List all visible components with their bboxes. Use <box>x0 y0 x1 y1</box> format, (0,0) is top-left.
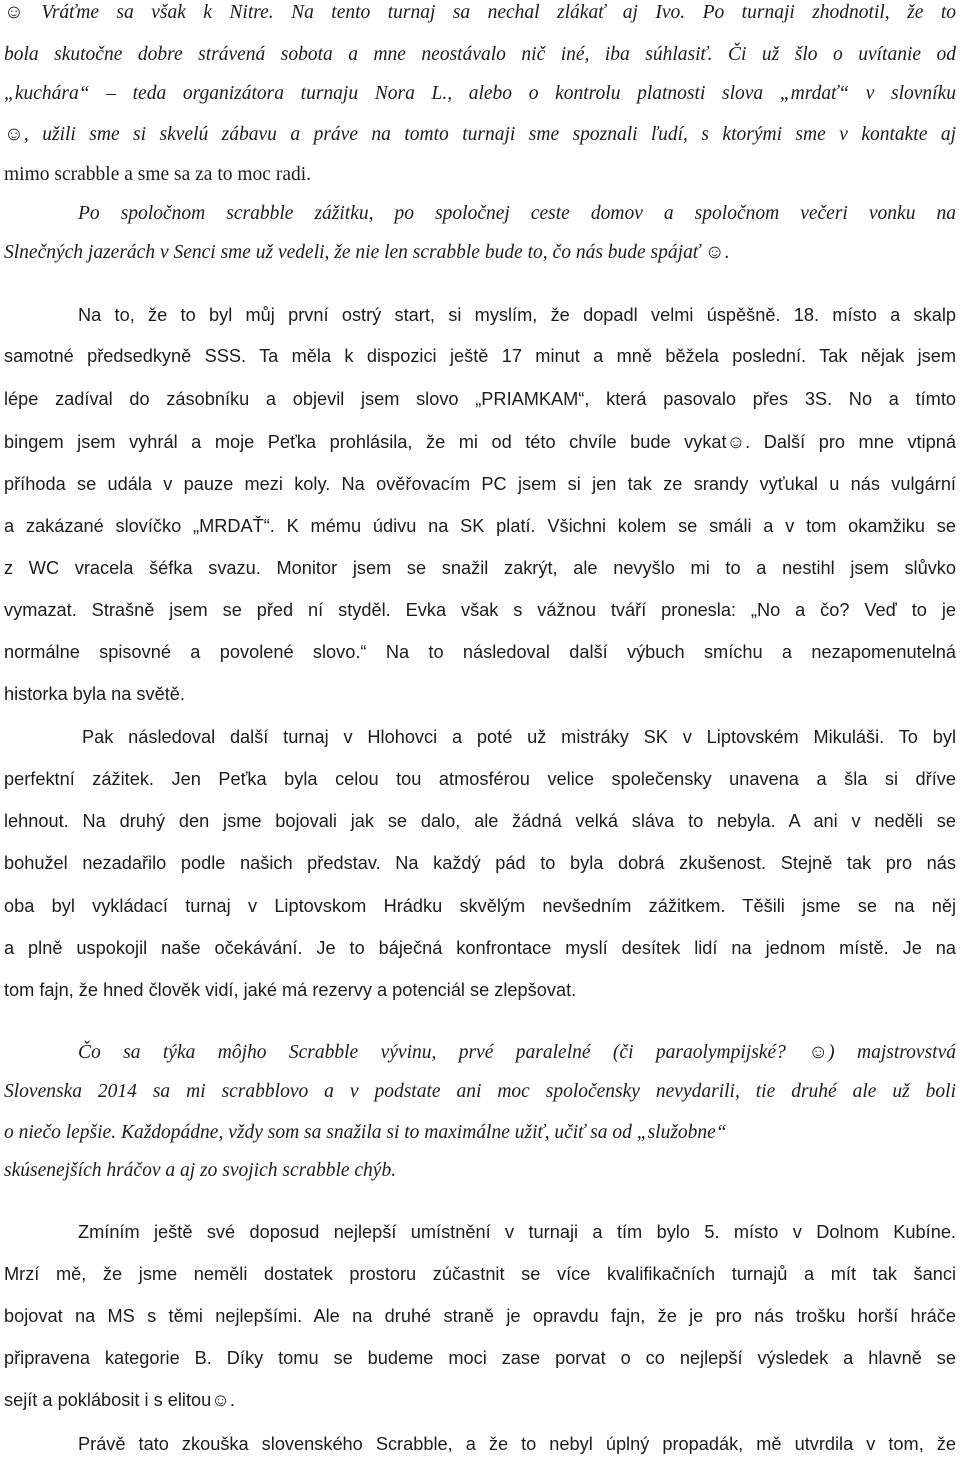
text-line: a plně uspokojil naše očekávání. Je to báječná konfrontace myslí desítek lidí na jednom místě. Je na <box>4 938 956 958</box>
text-line: oba byl vykládací turnaj v Liptovskom Hrádku skvělým nevšedním zážitkem. Těšili jsme se na něj <box>4 896 956 916</box>
text-line: Mrzí mě, že jsme neměli dostatek prostoru zúčastnit se více kvalifikačních turnajů a mít tak šanci <box>4 1264 956 1284</box>
text-line: lehnout. Na druhý den jsme bojovali jak se dalo, ale žádná velká sláva to nebyla. A ani v neděli se <box>4 811 956 831</box>
text-line: lépe zadíval do zásobníku a objevil jsem slovo „PRIAMKAM“, která pasovalo přes 3S. No a tímto <box>4 389 956 409</box>
text-line: Pak následoval další turnaj v Hlohovci a poté už mistráky SK v Liptovském Mikuláši. To byl <box>82 727 956 747</box>
text-line: „kuchára“ – teda organizátora turnaju Nora L., alebo o kontrolu platnosti slova „mrdať“ v slovníku <box>4 83 956 104</box>
text-line: Slnečných jazerách v Senci sme už vedeli, že nie len scrabble bude to, čo nás bude spájať ☺. <box>4 242 730 263</box>
text-line: historka byla na světě. <box>4 684 185 704</box>
text-line: perfektní zážitek. Jen Peťka byla celou tou atmosférou velice společensky unavena a šla si dříve <box>4 769 956 789</box>
text-line: a zakázané slovíčko „MRDAŤ“. K mému údivu na SK platí. Všichni kolem se smáli a v tom okamžiku se <box>4 516 956 536</box>
text-line: Právě tato zkouška slovenského Scrabble, a že to nebyl úplný propadák, mě utvrdila v tom, že <box>78 1434 956 1454</box>
text-line: Slovenska 2014 sa mi scrabblovo a v podstate ani moc spoločensky nevydarili, tie druhé ale už boli <box>4 1081 956 1102</box>
text-line: skúsenejších hráčov a aj zo svojich scrabble chýb. <box>4 1160 397 1181</box>
text-line: Čo sa týka môjho Scrabble vývinu, prvé paralelné (či paraolympijské? ☺) majstrovstvá <box>78 1042 956 1063</box>
text-line: mimo scrabble a sme sa za to moc radi. <box>4 164 312 185</box>
text-line: ☺, užili sme si skvelú zábavu a práve na tomto turnaji sme spoznali ľudí, s ktorými sme v kontakte aj <box>4 124 956 145</box>
text-line: vymazat. Strašně jsem se před ní styděl. Evka však s vážnou tváří pronesla: „No a čo? Veď to je <box>4 600 956 620</box>
text-line: tom fajn, že hned člověk vidí, jaké má rezervy a potenciál se zlepšovat. <box>4 980 577 1000</box>
text-line: Na to, že to byl můj první ostrý start, si myslím, že dopadl velmi úspěšně. 18. místo a skalp <box>78 305 956 325</box>
text-line: sejít a poklábosit i s elitou☺. <box>4 1390 235 1410</box>
text-line: bohužel nezadařilo podle našich představ. Na každý pád to byla dobrá zkušenost. Stejně tak pro nás <box>4 853 956 873</box>
text-line: připravena kategorie B. Díky tomu se budeme moci zase porvat o co nejlepší výsledek a hlavně se <box>4 1348 956 1368</box>
text-line: normálne spisovné a povolené slovo.“ Na to následoval další výbuch smíchu a nezapomenutelná <box>4 642 956 662</box>
text-line: bingem jsem vyhrál a moje Peťka prohlásila, že mi od této chvíle bude vykat☺. Další pro mne vtipná <box>4 432 956 452</box>
text-line: z WC vracela šéfka svazu. Monitor jsem se snažil zakrýt, ale nevyšlo mi to a nestihl jsem slůvko <box>4 558 956 578</box>
text-line: Zmíním ještě své doposud nejlepší umístnění v turnaji a tím bylo 5. místo v Dolnom Kubíne. <box>78 1222 956 1242</box>
text-line: samotné předsedkyně SSS. Ta měla k dispozici ještě 17 minut a mně běžela poslední. Tak nějak jsem <box>4 346 956 366</box>
text-line: bola skutočne dobre strávená sobota a mne neostávalo nič iné, iba súhlasiť. Či už šlo o uvítanie od <box>4 44 956 65</box>
text-line: Po spoločnom scrabble zážitku, po spoločnej ceste domov a spoločnom večeri vonku na <box>78 203 956 224</box>
text-line: o niečo lepšie. Každopádne, vždy som sa snažila si to maximálne užiť, učiť sa od „služobne“ <box>4 1122 727 1143</box>
text-line: ☺ Vráťme sa však k Nitre. Na tento turnaj sa nechal zlákať aj Ivo. Po turnaji zhodnotil, že to <box>4 2 956 23</box>
text-line: příhoda se udála v pauze mezi koly. Na ověřovacím PC jsem si jen tak ze srandy vyťukal u nás vulgární <box>4 474 956 494</box>
text-line: bojovat na MS s těmi nejlepšími. Ale na druhé straně je opravdu fajn, že je pro nás trošku horší hráče <box>4 1306 956 1326</box>
